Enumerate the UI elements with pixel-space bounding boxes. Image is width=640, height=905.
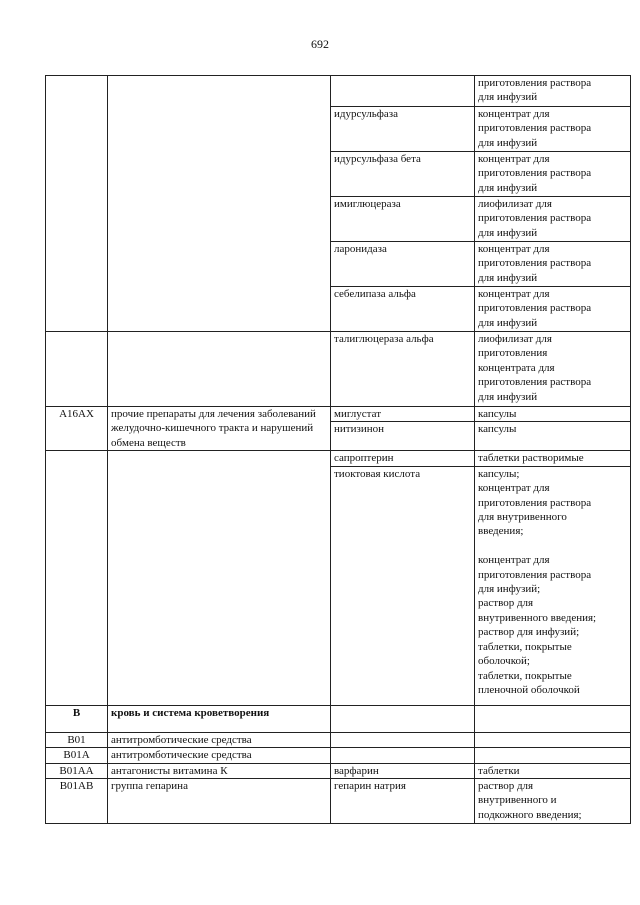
dosage-form-cell: концентрат для приготовления раствора для инфузий [475, 107, 631, 152]
drug-name-cell [331, 748, 475, 763]
table-row [46, 732, 631, 747]
atc-code-cell [46, 451, 108, 705]
atc-code-cell [46, 76, 108, 332]
drug-name-cell: ларонидаза [331, 242, 475, 287]
dosage-form-cell [475, 732, 631, 747]
dosage-form-cell: таблетки растворимые [475, 451, 631, 466]
group-name-cell: антитромботические средства [108, 732, 331, 747]
drug-name-cell [331, 705, 475, 732]
drug-name-cell: нитизинон [331, 422, 475, 451]
dosage-form-cell: капсулы [475, 407, 631, 422]
group-name-cell [108, 76, 331, 332]
group-name-cell: прочие препараты для лечения заболеваний желудочно-кишечного тракта и нарушений обмена веществ [108, 407, 331, 451]
drug-name-cell: идурсульфаза [331, 107, 475, 152]
dosage-form-cell: концентрат для приготовления раствора для инфузий [475, 242, 631, 287]
drug-name-cell: гепарин натрия [331, 779, 475, 824]
drug-name-cell: имиглюцераза [331, 197, 475, 242]
dosage-form-cell: лиофилизат для приготовления раствора для инфузий [475, 197, 631, 242]
table-row [46, 705, 631, 732]
dosage-form-cell: концентрат для приготовления раствора для инфузий [475, 287, 631, 332]
drug-name-cell [331, 732, 475, 747]
group-name-cell [108, 332, 331, 407]
atc-code-cell [46, 332, 108, 407]
table-row [46, 748, 631, 763]
dosage-form-cell: капсулы; концентрат для приготовления раствора для внутривенного введения; концентрат для приготовления раствора для инфузий; раствор для внутривенного введения; раствор для инфузий; таблетки, покрытые оболочкой; таблетки, покрытые пленочной оболочкой [475, 466, 631, 705]
drug-registry-table [45, 75, 631, 824]
dosage-form-cell: таблетки [475, 763, 631, 778]
table-row [46, 76, 631, 107]
drug-name-cell: идурсульфаза бета [331, 152, 475, 197]
atc-code-cell: B [46, 705, 108, 732]
dosage-form-cell: приготовления раствора для инфузий [475, 76, 631, 107]
drug-name-cell: тиоктовая кислота [331, 466, 475, 705]
drug-name-cell: талиглюцераза альфа [331, 332, 475, 407]
table-row [46, 407, 631, 422]
group-name-cell: антитромботические средства [108, 748, 331, 763]
dosage-form-cell: капсулы [475, 422, 631, 451]
drug-name-cell: себелипаза альфа [331, 287, 475, 332]
table-row [46, 779, 631, 824]
table-row [46, 332, 631, 407]
dosage-form-cell [475, 705, 631, 732]
group-name-cell: группа гепарина [108, 779, 331, 824]
drug-name-cell: миглустат [331, 407, 475, 422]
atc-code-cell: A16AX [46, 407, 108, 451]
drug-name-cell: варфарин [331, 763, 475, 778]
page-number: 692 [311, 37, 329, 51]
drug-name-cell: сапроптерин [331, 451, 475, 466]
dosage-form-cell: концентрат для приготовления раствора для инфузий [475, 152, 631, 197]
dosage-form-cell: лиофилизат для приготовления концентрата для приготовления раствора для инфузий [475, 332, 631, 407]
dosage-form-cell: раствор для внутривенного и подкожного введения; [475, 779, 631, 824]
group-name-cell: кровь и система кроветворения [108, 705, 331, 732]
atc-code-cell: B01AB [46, 779, 108, 824]
table-row [46, 451, 631, 466]
dosage-form-cell [475, 748, 631, 763]
atc-code-cell: B01AA [46, 763, 108, 778]
drug-name-cell [331, 76, 475, 107]
atc-code-cell: B01A [46, 748, 108, 763]
group-name-cell: антагонисты витамина К [108, 763, 331, 778]
atc-code-cell: B01 [46, 732, 108, 747]
group-name-cell [108, 451, 331, 705]
table-row [46, 763, 631, 778]
